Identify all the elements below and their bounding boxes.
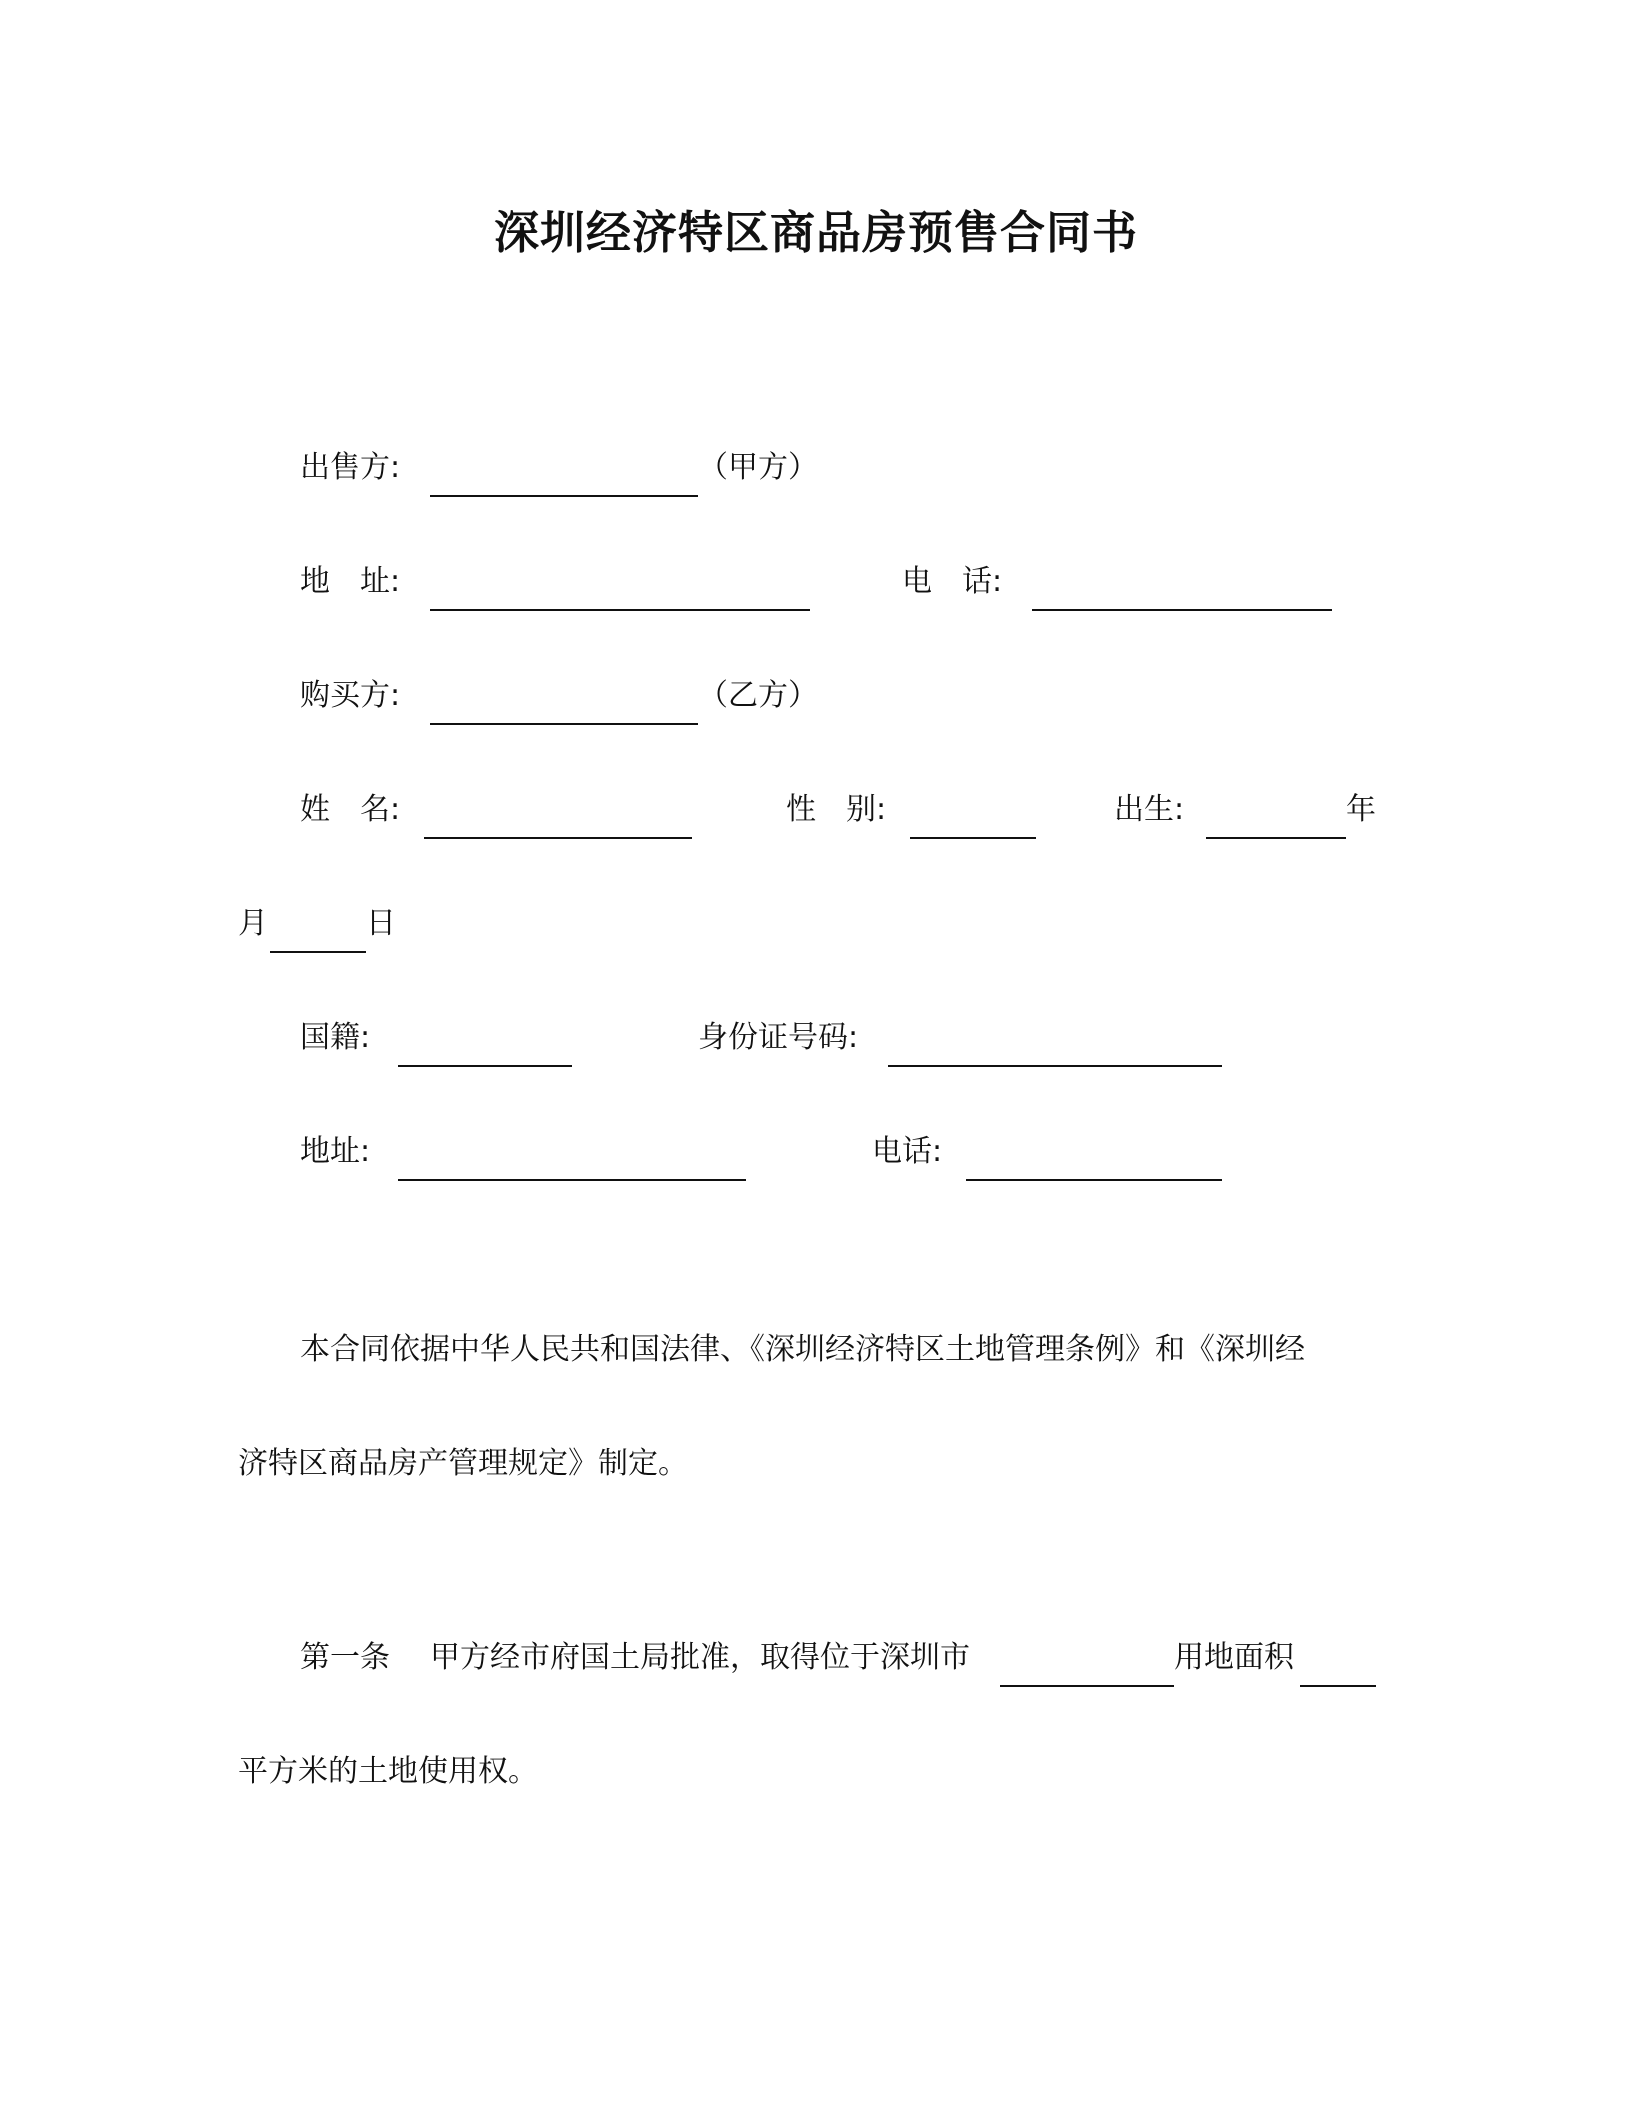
buyer-address-label: 地址:	[300, 1134, 371, 1169]
buyer-gender-label: 性 别:	[786, 792, 887, 827]
land-location-blank[interactable]	[1000, 1685, 1174, 1687]
buyer-name-label: 姓 名:	[300, 792, 401, 827]
buyer-name-row	[0, 780, 1632, 840]
buyer-fullname-blank[interactable]	[424, 837, 692, 839]
article-1-heading: 第一条	[300, 1640, 390, 1675]
buyer-label: 购买方:	[300, 678, 401, 713]
seller-address-blank[interactable]	[430, 609, 810, 611]
buyer-birth-date-row	[0, 894, 1632, 954]
seller-row	[0, 438, 1632, 498]
article-1-row	[0, 1628, 1632, 1688]
buyer-month-label: 月	[238, 906, 268, 941]
land-area-blank[interactable]	[1300, 1685, 1376, 1687]
buyer-birth-year-blank[interactable]	[1206, 837, 1346, 839]
buyer-phone-label: 电话:	[872, 1134, 943, 1169]
buyer-address-row	[0, 1122, 1632, 1182]
buyer-gender-blank[interactable]	[910, 837, 1036, 839]
article-1-line-2: 平方米的土地使用权。	[238, 1754, 538, 1789]
buyer-name-blank[interactable]	[430, 723, 698, 725]
seller-label: 出售方:	[300, 450, 401, 485]
seller-address-label: 地 址:	[300, 564, 401, 599]
buyer-nationality-blank[interactable]	[398, 1065, 572, 1067]
article-1-text-b: 用地面积	[1174, 1640, 1294, 1675]
buyer-phone-blank[interactable]	[966, 1179, 1222, 1181]
buyer-id-number-blank[interactable]	[888, 1065, 1222, 1067]
buyer-row	[0, 666, 1632, 726]
seller-address-row	[0, 552, 1632, 612]
buyer-birth-month-blank[interactable]	[270, 951, 366, 953]
seller-name-blank[interactable]	[430, 495, 698, 497]
seller-party-suffix: （甲方）	[698, 450, 818, 485]
buyer-party-suffix: （乙方）	[698, 678, 818, 713]
seller-phone-blank[interactable]	[1032, 609, 1332, 611]
article-1-text-a: 甲方经市府国土局批准，取得位于深圳市	[430, 1640, 970, 1675]
buyer-address-blank[interactable]	[398, 1179, 746, 1181]
preamble-line-1: 本合同依据中华人民共和国法律、《深圳经济特区土地管理条例》和《深圳经	[300, 1332, 1305, 1367]
document-title: 深圳经济特区商品房预售合同书	[493, 206, 1138, 259]
seller-phone-label: 电 话:	[902, 564, 1003, 599]
buyer-id-row	[0, 1008, 1632, 1068]
buyer-id-label: 身份证号码:	[698, 1020, 859, 1055]
buyer-year-label: 年	[1346, 792, 1376, 827]
buyer-day-label: 日	[366, 906, 396, 941]
buyer-birth-label: 出生:	[1114, 792, 1185, 827]
preamble-line-2: 济特区商品房产管理规定》制定。	[238, 1446, 688, 1481]
buyer-nationality-label: 国籍:	[300, 1020, 371, 1055]
